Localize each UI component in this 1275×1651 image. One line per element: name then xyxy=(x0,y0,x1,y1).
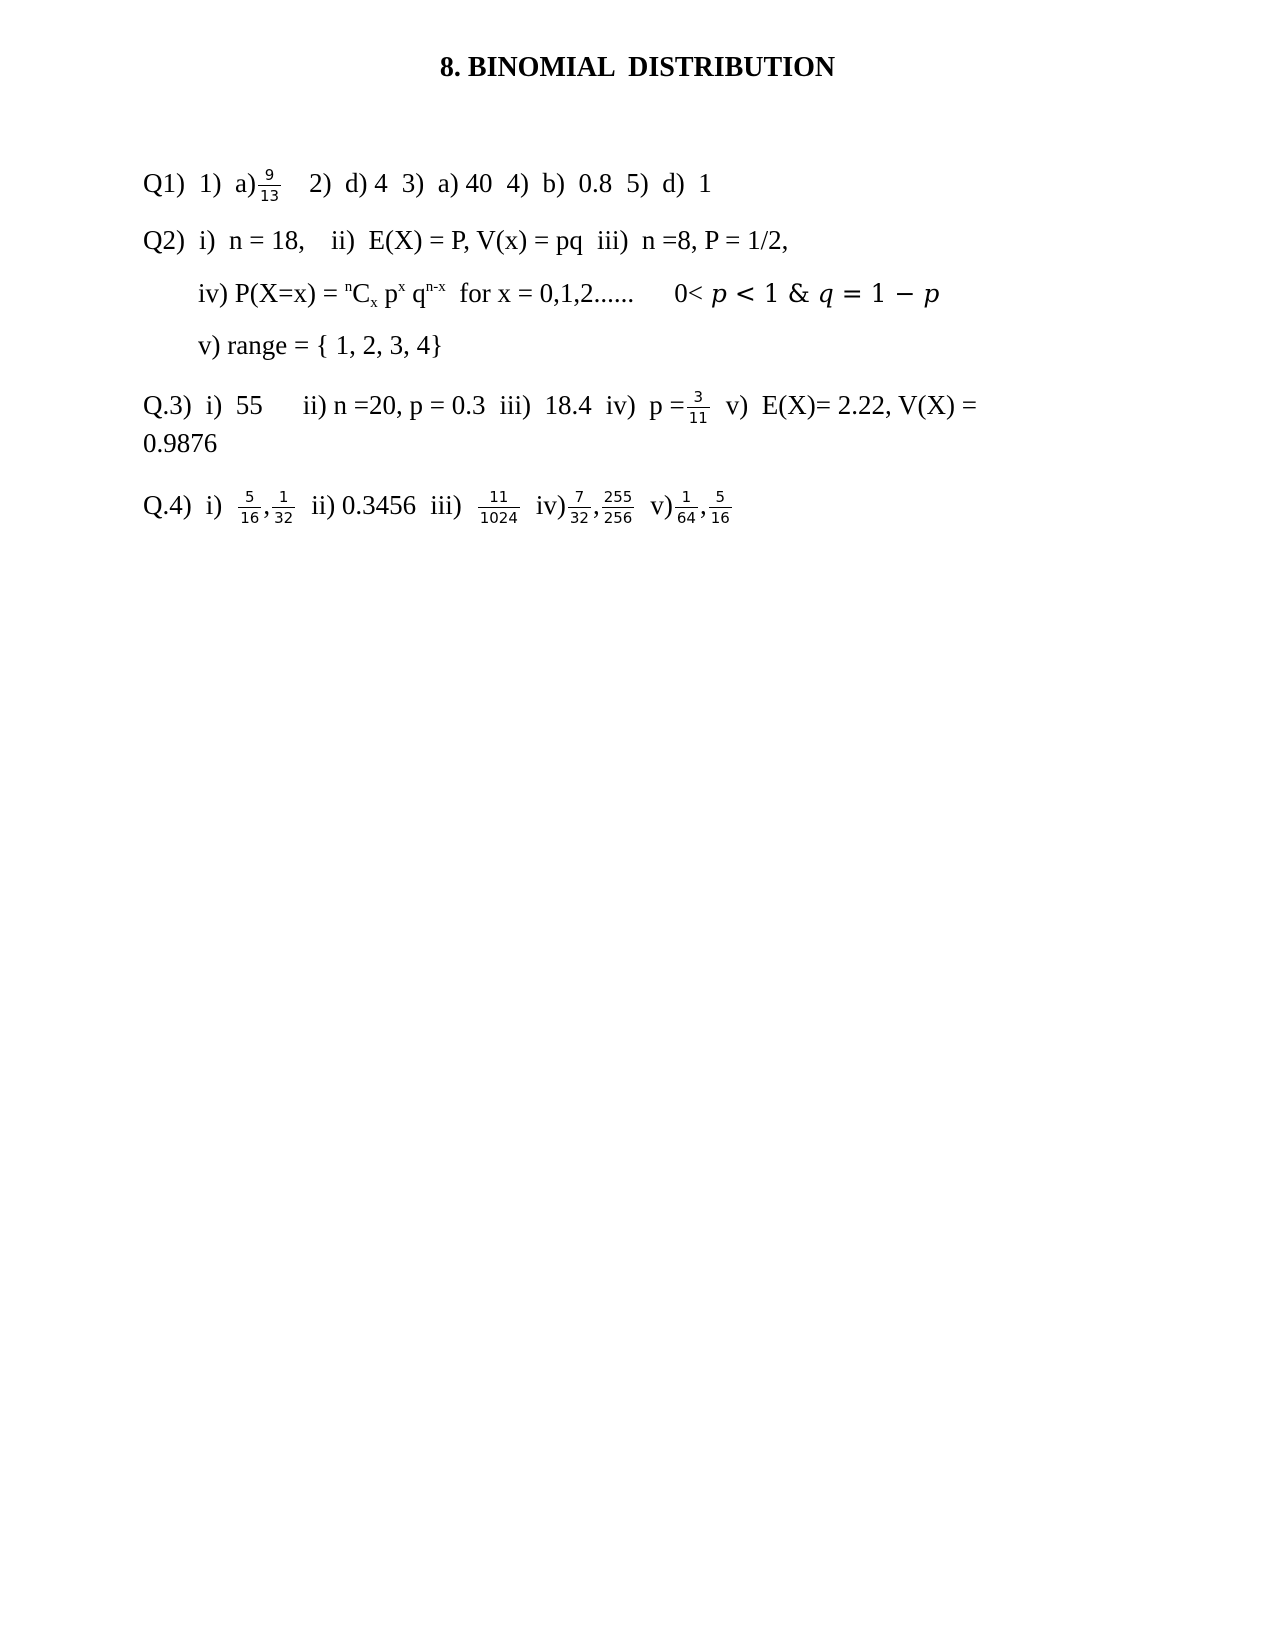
q1-answer-4: 4) b) 0.8 xyxy=(506,168,613,199)
q3-answer-i: i) 55 xyxy=(205,390,263,421)
q3-answer-iv-fraction: $\frac{3}{11}$ xyxy=(688,388,708,427)
q3-answer-v: v) E(X)= 2.22, V(X) = xyxy=(725,390,977,421)
q1-answer-1-fraction: $\frac{9}{13}$ xyxy=(259,166,280,205)
q3-answer-ii: ii) n =20, p = 0.3 xyxy=(302,390,486,421)
q4-answer-i-fraction-2: $\frac{1}{32}$ xyxy=(274,488,294,527)
q4-line: Q.4) i) $\frac{5}{16}$ , $\frac{1}{32}$ ii) 0.3456 iii) $\frac{11}{1024}$ iv) $\frac{7}{32}$ , $\frac{255}{256}$ v) $\frac{1}{64}$ , $\frac{5}{16}$ xyxy=(143,488,730,527)
q4-answer-v-prefix: v) xyxy=(650,490,673,521)
q4-answer-ii: ii) 0.3456 xyxy=(311,490,417,521)
q4-answer-i-prefix: i) xyxy=(205,490,223,521)
q4-label: Q.4) xyxy=(143,490,192,521)
q3-line xyxy=(143,390,977,426)
q2-answer-iv-condition: 0< p < 1 & q = 1 − p xyxy=(674,278,940,308)
q4-answer-i-fraction-1: $\frac{5}{16}$ xyxy=(240,488,260,527)
q1-answer-2: 2) d) 4 xyxy=(309,168,388,199)
q2-answer-v: v) range = { 1, 2, 3, 4} xyxy=(198,330,444,360)
q4-answer-v-fraction-1: $\frac{1}{64}$ xyxy=(676,488,696,527)
q4-answer-iv-fraction-1: $\frac{7}{32}$ xyxy=(569,488,589,527)
q3-label: Q.3) xyxy=(143,390,192,421)
q4-answer-iii-prefix: iii) xyxy=(430,490,462,521)
q2-answer-iii: iii) n =8, P = 1/2, xyxy=(596,225,789,255)
q4-answer-iv-fraction-2: $\frac{255}{256}$ xyxy=(603,488,633,527)
q4-answer-iv-prefix: iv) xyxy=(535,490,566,521)
q1-answer-3: 3) a) 40 xyxy=(401,168,493,199)
q3-answer-v-continuation: 0.9876 xyxy=(143,428,218,458)
q2-answer-i: i) n = 18, xyxy=(199,225,305,255)
q1-line xyxy=(143,168,712,204)
q4-answer-v-fraction-2: $\frac{5}{16}$ xyxy=(710,488,730,527)
q2-answer-ii: ii) E(X) = P, V(x) = pq xyxy=(330,225,583,255)
page-title: 8. BINOMIAL DISTRIBUTION xyxy=(439,52,836,83)
q3-answer-iii: iii) 18.4 xyxy=(499,390,592,421)
q2-label: Q2) xyxy=(143,225,185,255)
q1-answer-5: 5) d) 1 xyxy=(626,168,712,199)
q1-label: Q1) xyxy=(143,168,185,199)
q2-line xyxy=(143,227,788,254)
q2-answer-iv: iv) $P(X=x) = ^nC_x$ $p^x$ $q^{n-x}$ for x = 0,1,2...... 0< p < 1 & q = 1 − p xyxy=(198,278,940,311)
q4-answer-iii-fraction: $\frac{11}{1024}$ xyxy=(479,488,518,527)
q1-answer-1-prefix: 1) a) xyxy=(199,168,256,199)
q3-answer-iv-prefix: iv) p = xyxy=(605,390,685,421)
